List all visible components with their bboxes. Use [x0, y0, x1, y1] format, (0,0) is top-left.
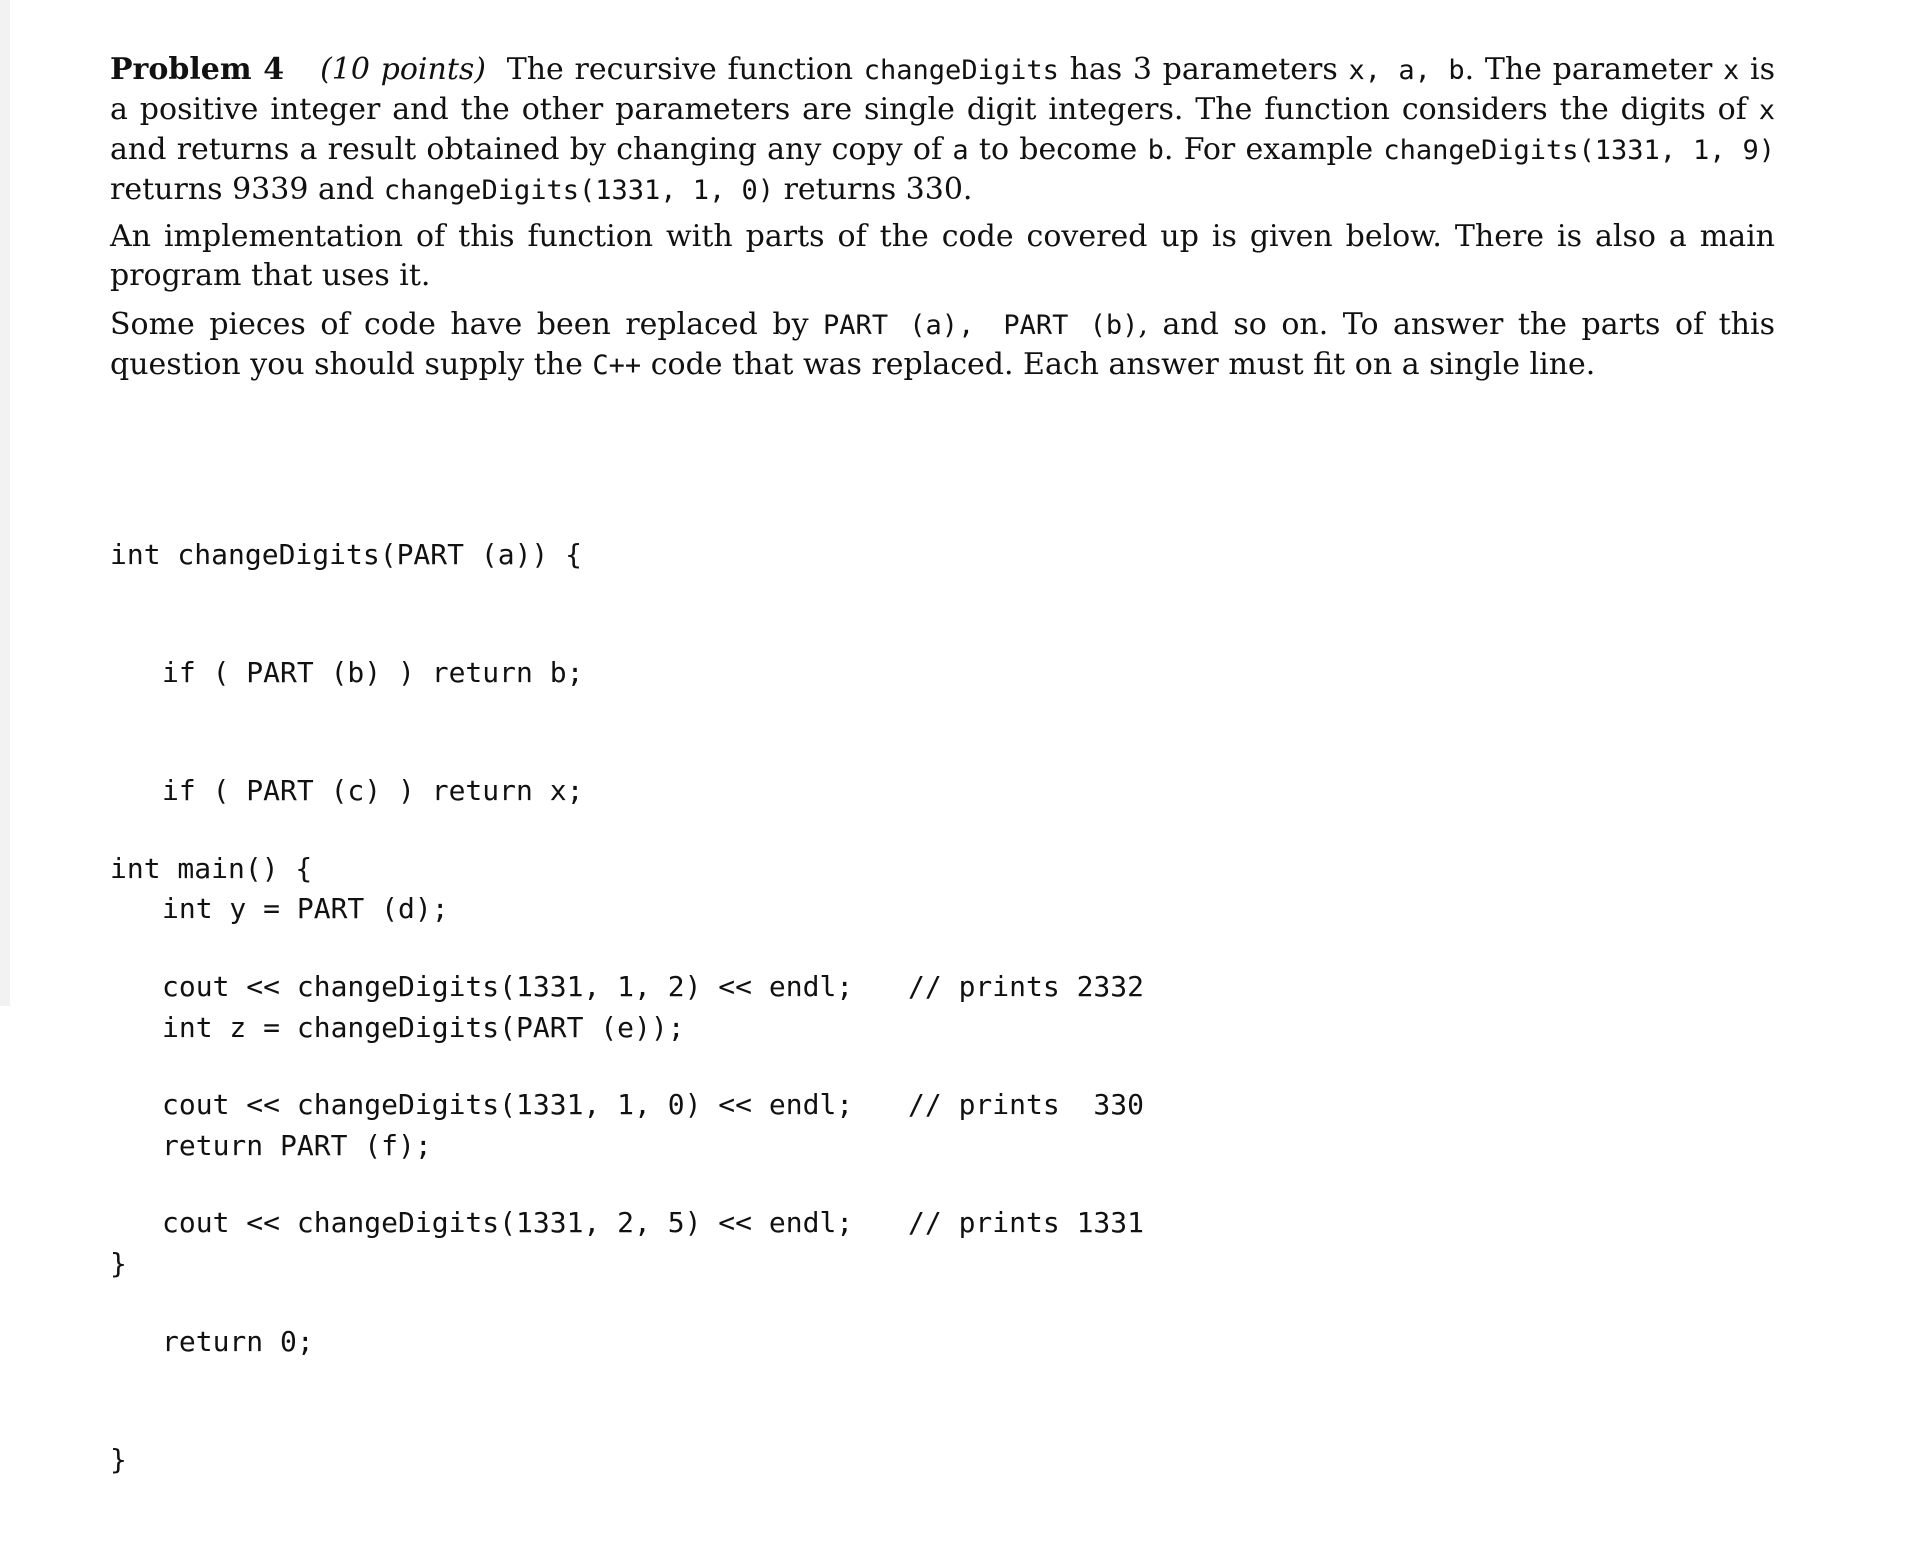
statement-text: has 3 parameters — [1058, 52, 1349, 87]
statement-text: is a positive integer and the other parameters are single digit integers. The function considers the digits of — [110, 52, 1775, 127]
statement-text: returns 330. — [774, 172, 973, 207]
instructions-text: , and so on. To answer the parts of this question you should supply the — [110, 307, 1775, 382]
code-comment: // prints 2332 — [908, 970, 1145, 1004]
statement-text: The recursive function — [496, 52, 864, 87]
code-statement: cout << changeDigits(1331, 2, 5) << endl; — [162, 1206, 854, 1240]
param-x: x — [1723, 55, 1740, 86]
code-line — [110, 1085, 1145, 1124]
implementation-note: An implementation of this function with parts of the code covered up is given below. There is also a main program that uses it. — [110, 219, 1775, 293]
statement-text: returns 9339 and — [110, 172, 384, 207]
statement-text: to become — [968, 132, 1148, 167]
param-b: b — [1147, 135, 1164, 166]
example-call: changeDigits(1331, 1, 9) — [1383, 135, 1776, 166]
param-x: x — [1758, 95, 1775, 126]
instructions-text: Some pieces of code have been replaced by — [110, 307, 824, 342]
code-line: if ( PART (c) ) return x; — [162, 774, 584, 808]
statement-text: . For example — [1163, 132, 1384, 167]
code-line: } — [110, 1442, 127, 1476]
code-line: int main() { — [110, 851, 313, 885]
code-line — [110, 967, 1145, 1006]
code-line: } — [110, 1247, 127, 1281]
problem-points: (10 points) — [320, 52, 487, 87]
code-comment: // prints 330 — [908, 1088, 1145, 1122]
function-name: changeDigits — [863, 55, 1059, 86]
code-statement: cout << changeDigits(1331, 1, 2) << endl; — [162, 970, 854, 1004]
parameter-list: x, a, b — [1348, 55, 1465, 86]
code-line: if ( PART (b) ) return b; — [162, 656, 584, 690]
problem-statement — [110, 50, 1775, 210]
instructions-text: code that was replaced. Each answer must fit on a single line. — [641, 347, 1596, 382]
code-line: int z = changeDigits(PART (e)); — [162, 1010, 685, 1044]
code-line: return 0; — [162, 1324, 314, 1358]
statement-text: and returns a result obtained by changing any copy of — [110, 132, 953, 167]
language-name: C++ — [592, 350, 642, 381]
code-line: int changeDigits(PART (a)) { — [110, 537, 583, 571]
problem-label: Problem 4 — [110, 52, 285, 87]
code-line: int y = PART (d); — [162, 892, 449, 926]
main-code-block — [110, 770, 1145, 1558]
example-call: changeDigits(1331, 1, 0) — [383, 175, 775, 206]
code-line: return PART (f); — [162, 1128, 432, 1162]
code-line — [110, 1203, 1145, 1242]
param-a: a — [952, 135, 969, 166]
statement-text: . The parameter — [1464, 52, 1724, 87]
part-a-label: PART (a), — [823, 310, 975, 341]
part-b-label: PART (b) — [1003, 310, 1139, 341]
instructions — [110, 305, 1775, 385]
code-statement: cout << changeDigits(1331, 1, 0) << endl; — [162, 1088, 854, 1122]
code-comment: // prints 1331 — [908, 1206, 1145, 1240]
